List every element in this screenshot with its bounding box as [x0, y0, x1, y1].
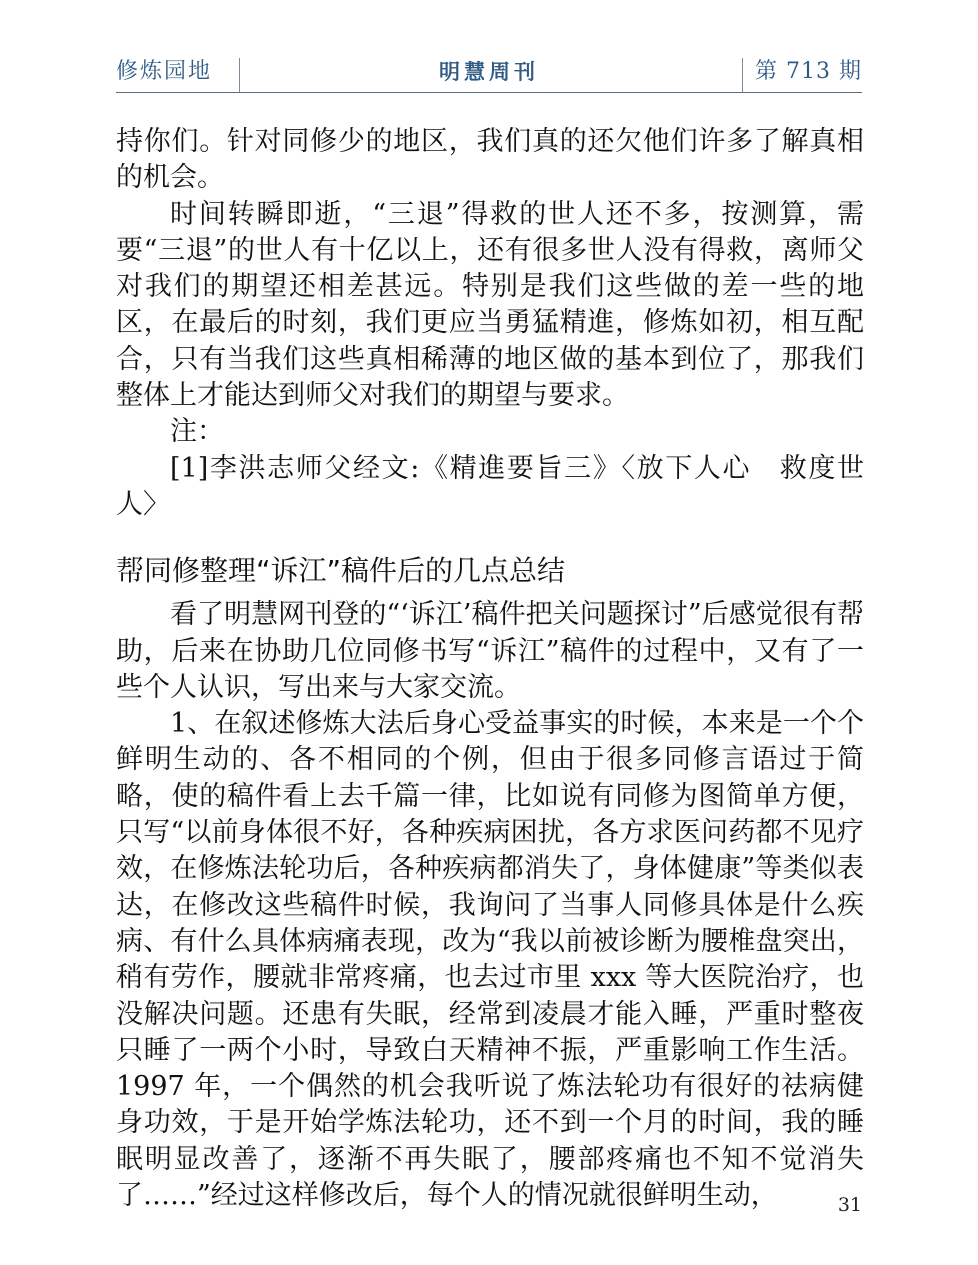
- article-title: 帮同修整理“诉江”稿件后的几点总结: [116, 554, 566, 588]
- page-content: [116, 124, 864, 1214]
- page-number: 31: [837, 1194, 862, 1216]
- note-item: [1]李洪志师父经文:《精進要旨三》〈放下人心 救度世人〉: [116, 452, 864, 520]
- note-label: 注：: [170, 416, 224, 448]
- article-paragraph: 1、在叙述修炼大法后身心受益事实的时候，本来是一个个鲜明生动的、各不相同的个例，但由于很多同修言语过于简略，使的稿件看上去千篇一律，比如说有同修为图简单方便，只写“以前身体很不好，各种疾病困扰，各方求医问药都不见疗效，在修炼法轮功后，各种疾病都消失了，身体健康”等类似表达，在修改这些稿件时候，我询问了当事人同修具体是什么疾病、有什么具体病痛表现，改为“我以前被诊断为腰椎盘突出，稍有劳作，腰就非常疼痛，也去过市里 xxx 等大医院治疗，也没解决问题。还患有失眠，经常到凌晨才能入睡，严重时整夜只睡了一两个小时，导致白天精神不振，严重影响工作生活。1997 年，一个偶然的机会我听说了炼法轮功有很好的祛病健身功效，于是开始学炼法轮功，还不到一个月的时间，我的睡眠明显改善了，逐渐不再失眠了，腰部疼痛也不知不觉消失了……”经过这样修改后，每个人的情况就很鲜明生动，: [116, 708, 864, 1212]
- body-paragraph: 时间转瞬即逝，“三退”得救的世人还不多，按测算，需要“三退”的世人有十亿以上，还有很多世人没有得救，离师父对我们的期望还相差甚远。特别是我们这些做的差一些的地区，在最后的时刻，我们更应当勇猛精進，修炼如初，相互配合，只有当我们这些真相稀薄的地区做的基本到位了，那我们整体上才能达到师父对我们的期望与要求。: [116, 198, 864, 412]
- header-publication-title: 明慧周刊: [439, 60, 539, 84]
- page-header: [116, 50, 862, 93]
- continued-paragraph: 持你们。针对同修少的地区，我们真的还欠他们许多了解真相的机会。: [116, 126, 864, 194]
- article-paragraph: 看了明慧网刊登的“‘诉江’稿件把关问题探讨”后感觉很有帮助，后来在协助几位同修书写“诉江”稿件的过程中，又有了一些个人认识，写出来与大家交流。: [116, 599, 864, 703]
- header-section-name: 修炼园地: [116, 59, 213, 84]
- header-divider-right: [742, 58, 743, 92]
- header-issue-number: 第 713 期: [755, 59, 862, 84]
